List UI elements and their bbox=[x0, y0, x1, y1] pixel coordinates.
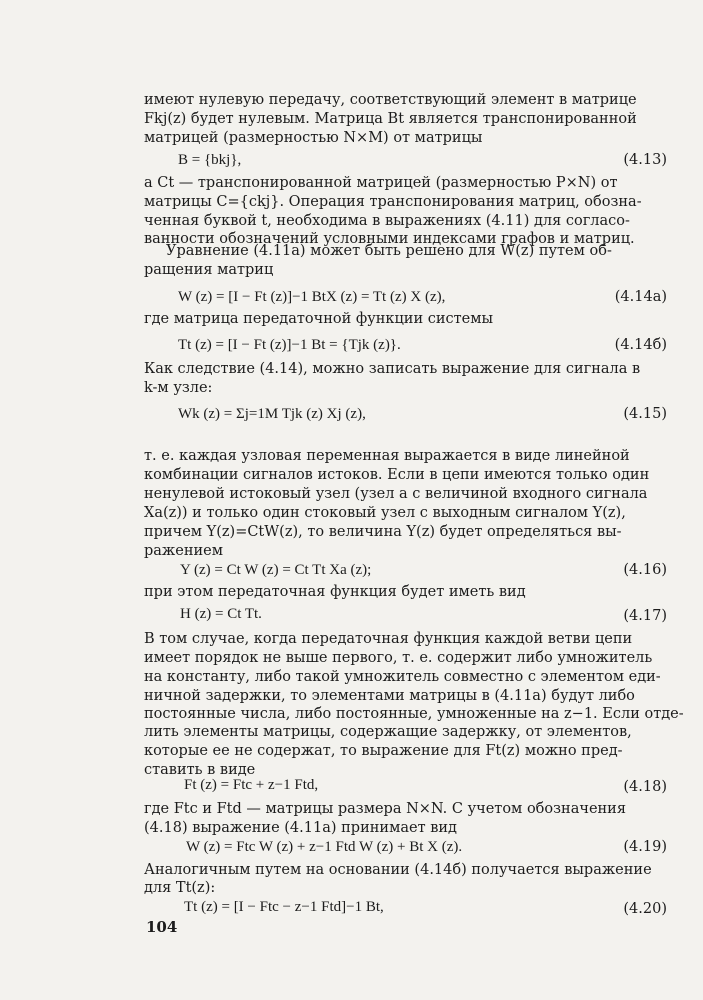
equation-number: (4.15) bbox=[623, 406, 667, 422]
text-line: ращения матриц bbox=[144, 262, 274, 278]
text-line: ражением bbox=[144, 543, 224, 559]
text-line: В том случае, когда передаточная функция каждой ветви цепи bbox=[144, 631, 633, 647]
text-line: ванности обозначений условными индексами графов и матриц. bbox=[144, 231, 635, 247]
text-line: матрицей (размерностью N×M) от матрицы bbox=[144, 130, 483, 146]
text-line: которые ее не содержат, то выражение для Ft(z) можно пред- bbox=[144, 743, 623, 759]
text-line: ченная буквой t, необходима в выражениях (4.11) для согласо- bbox=[144, 213, 630, 229]
text-line: матрицы C={ckj}. Операция транспонирования матриц, обозна- bbox=[144, 194, 642, 210]
equation-number: (4.19) bbox=[623, 839, 667, 855]
text-line: на константу, либо такой умножитель совместно с элементом еди- bbox=[144, 669, 661, 685]
text-line: имеет порядок не выше первого, т. е. содержит либо умножитель bbox=[144, 650, 653, 666]
page-number: 104 bbox=[146, 918, 178, 936]
equation-number: (4.18) bbox=[623, 779, 667, 795]
text-line: для Tt(z): bbox=[144, 880, 216, 896]
equation-4-17: H (z) = Ct Tt. bbox=[180, 606, 262, 622]
equation-number: (4.17) bbox=[623, 608, 667, 624]
equation-number: (4.14а) bbox=[614, 289, 667, 305]
text-line: (4.18) выражение (4.11а) принимает вид bbox=[144, 820, 457, 836]
text-line: ненулевой истоковый узел (узел a с величиной входного сигнала bbox=[144, 486, 648, 502]
equation-number: (4.16) bbox=[623, 562, 667, 578]
text-line: Как следствие (4.14), можно записать выражение для сигнала в bbox=[144, 361, 641, 377]
equation-4-20: Tt (z) = [I − Ftc − z−1 Ftd]−1 Bt, bbox=[184, 899, 384, 915]
text-line: Xa(z)) и только один стоковый узел с выходным сигналом Y(z), bbox=[144, 505, 626, 521]
equation-4-15: Wk (z) = Σj=1M Tjk (z) Xj (z), bbox=[178, 406, 366, 422]
equation-4-16: Y (z) = Ct W (z) = Ct Tt Xa (z); bbox=[180, 562, 372, 578]
text-line: Аналогичным путем на основании (4.14б) получается выражение bbox=[144, 862, 652, 878]
equation-4-18: Ft (z) = Ftc + z−1 Ftd, bbox=[184, 777, 319, 793]
text-line: при этом передаточная функция будет иметь вид bbox=[144, 584, 526, 600]
equation-number: (4.13) bbox=[623, 152, 667, 168]
text-line: имеют нулевую передачу, соответствующий элемент в матрице bbox=[144, 92, 637, 108]
text-line: где Ftc и Ftd — матрицы размера N×N. С учетом обозначения bbox=[144, 801, 626, 817]
equation-4-14a: W (z) = [I − Ft (z)]−1 BtX (z) = Tt (z) X (z), bbox=[178, 289, 446, 305]
text-line: k-м узле: bbox=[144, 380, 213, 396]
text-line: причем Y(z)=CtW(z), то величина Y(z) будет определяться вы- bbox=[144, 524, 622, 540]
equation-4-14b: Tt (z) = [I − Ft (z)]−1 Bt = {Tjk (z)}. bbox=[178, 337, 401, 353]
text-line: где матрица передаточной функции системы bbox=[144, 311, 494, 327]
text-line: Fkj(z) будет нулевым. Матрица Bt является транспонированной bbox=[144, 111, 637, 127]
equation-number: (4.14б) bbox=[614, 337, 667, 353]
text-line: Уравнение (4.11а) может быть решено для W(z) путем об- bbox=[166, 243, 612, 259]
text-line: т. е. каждая узловая переменная выражается в виде линейной bbox=[144, 448, 630, 464]
text-line: комбинации сигналов истоков. Если в цепи имеются только один bbox=[144, 467, 650, 483]
equation-4-19: W (z) = Ftc W (z) + z−1 Ftd W (z) + Bt X (z). bbox=[186, 839, 463, 855]
text-line: постоянные числа, либо постоянные, умноженные на z−1. Если отде- bbox=[144, 706, 684, 722]
text-line: лить элементы матрицы, содержащие задержку, от элементов, bbox=[144, 724, 632, 740]
text-line: ничной задержки, то элементами матрицы в (4.11а) будут либо bbox=[144, 688, 635, 704]
equation-number: (4.20) bbox=[623, 901, 667, 917]
text-line: а Ct — транспонированной матрицей (размерностью P×N) от bbox=[144, 175, 618, 191]
text-line: ставить в виде bbox=[144, 762, 256, 778]
equation-4-13: B = {bkj}, bbox=[178, 152, 242, 168]
